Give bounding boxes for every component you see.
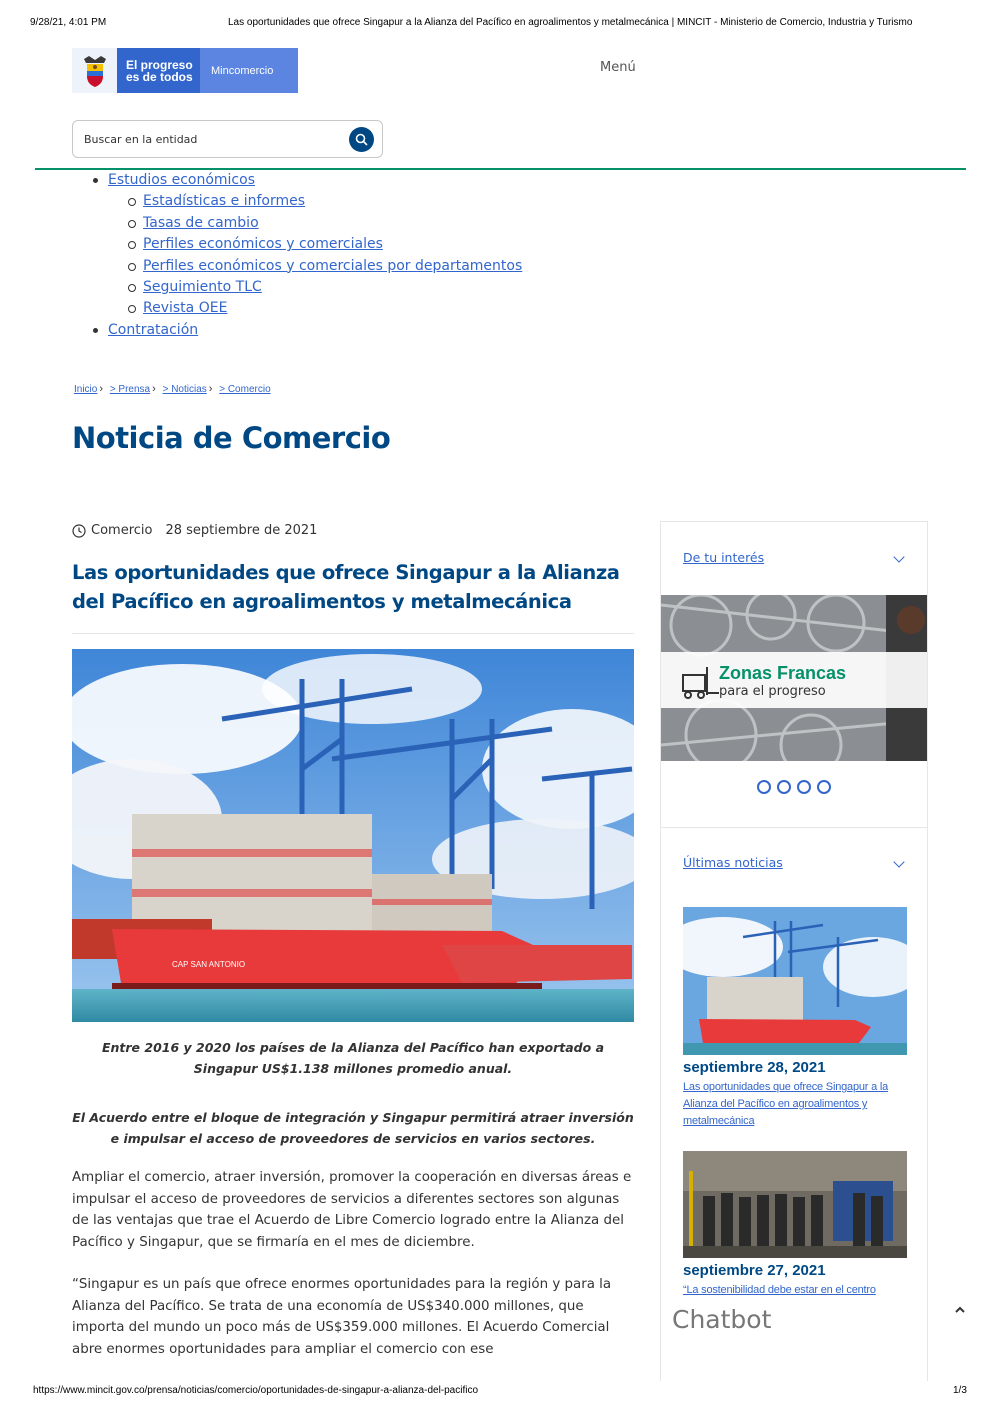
caption-export: Entre 2016 y 2020 los países de la Alianza del Pacífico han exportado a Singapur US$1.138 millones promedio anual. bbox=[101, 1040, 605, 1076]
menu-button[interactable]: Menú bbox=[600, 60, 636, 75]
news-link[interactable]: Las oportunidades que ofrece Singapur a la Alianza del Pacífico en agroalimentos y metalmecánica bbox=[683, 1081, 889, 1127]
sidebar-divider bbox=[661, 827, 927, 828]
interest-toggle[interactable]: De tu interés bbox=[683, 550, 765, 565]
zonas-francas-banner[interactable] bbox=[661, 595, 927, 761]
news-thumbnail[interactable] bbox=[683, 907, 907, 1055]
nav-subitem[interactable]: Seguimiento TLC bbox=[143, 277, 262, 298]
breadcrumb: Inicio › > Prensa › > Noticias › > Comercio bbox=[74, 383, 271, 395]
article-meta bbox=[72, 523, 317, 538]
news-thumbnail[interactable] bbox=[683, 1151, 907, 1258]
nav-subitem[interactable]: Perfiles económicos y comerciales bbox=[143, 234, 383, 255]
search-input[interactable] bbox=[84, 133, 344, 146]
ship-name: CAP SAN ANTONIO bbox=[172, 960, 246, 969]
latest-news-toggle[interactable]: Últimas noticias bbox=[683, 855, 783, 870]
nav-subitem[interactable]: Revista OEE bbox=[143, 298, 227, 319]
article-hero-image bbox=[72, 649, 634, 1022]
news-date: septiembre 27, 2021 bbox=[683, 1262, 826, 1279]
article-paragraph: “Singapur es un país que ofrece enormes oportunidades para la región y para la Alianza del Pacífico. Se trata de una economía de US$340.000 millones, que importa del mundo un poco más de US$359.000 millones. El Acuerdo Comercial abre enormes oportunidades para ampliar el comercio con ese bbox=[72, 1277, 612, 1357]
news-date: septiembre 28, 2021 bbox=[683, 1059, 826, 1076]
carousel-dot[interactable] bbox=[777, 780, 791, 794]
article-category: Comercio bbox=[91, 523, 153, 538]
nav-item-contratacion[interactable]: Contratación bbox=[108, 320, 198, 341]
nav-subitem[interactable]: Perfiles económicos y comerciales por departamentos bbox=[143, 256, 522, 277]
banner-title: Zonas Francas bbox=[719, 663, 847, 683]
coat-of-arms-icon bbox=[72, 48, 117, 93]
logo[interactable] bbox=[72, 48, 298, 93]
chatbot-button[interactable]: Chatbot bbox=[672, 1305, 772, 1334]
clock-icon bbox=[72, 524, 86, 538]
logo-tagline: El progreso es de todos bbox=[117, 48, 200, 93]
breadcrumb-prensa[interactable]: > Prensa bbox=[109, 384, 151, 395]
breadcrumb-comercio[interactable]: > Comercio bbox=[219, 384, 271, 395]
print-url: https://www.mincit.gov.co/prensa/noticias/comercio/oportunidades-de-singapur-a-alianza-del-pacifico bbox=[33, 1385, 479, 1396]
page-title: Noticia de Comercio bbox=[72, 421, 391, 455]
article-paragraph: Ampliar el comercio, atraer inversión, promover la cooperación en diversas áreas e impulsar el acceso de proveedores de servicios a diferentes sectores son algunas de las ventajas que trae el Acuerdo de Libre Comercio logrado entre la Alianza del Pacífico y Singapur, que se firmaría en el mes de diciembre. bbox=[72, 1170, 632, 1250]
carousel-dot[interactable] bbox=[757, 780, 771, 794]
chevron-down-icon[interactable] bbox=[893, 551, 904, 562]
print-title: Las oportunidades que ofrece Singapur a la Alianza del Pacífico en agroalimentos y metalmecánica | MINCIT - Ministerio de Comercio, Industria y Turismo bbox=[228, 17, 913, 28]
news-link[interactable]: “La sostenibilidad debe estar en el centro bbox=[683, 1284, 876, 1296]
sidebar bbox=[660, 521, 928, 1381]
carousel-dots bbox=[757, 780, 831, 794]
nav-item-estudios[interactable]: Estudios económicos bbox=[108, 170, 255, 191]
nav-subitem[interactable]: Tasas de cambio bbox=[143, 213, 259, 234]
search-button[interactable] bbox=[349, 127, 374, 152]
breadcrumb-home[interactable]: Inicio bbox=[74, 384, 98, 395]
article-title: Las oportunidades que ofrece Singapur a la Alianza del Pacífico en agroalimentos y metalmecánica bbox=[72, 561, 620, 613]
breadcrumb-noticias[interactable]: > Noticias bbox=[162, 384, 207, 395]
article-date: 28 septiembre de 2021 bbox=[165, 523, 318, 538]
chevron-down-icon[interactable] bbox=[893, 856, 904, 867]
print-date: 9/28/21, 4:01 PM bbox=[30, 17, 107, 28]
scroll-up-icon[interactable] bbox=[953, 1303, 967, 1317]
carousel-dot[interactable] bbox=[797, 780, 811, 794]
print-page-number: 1/3 bbox=[953, 1385, 967, 1396]
caption-agreement: El Acuerdo entre el bloque de integración y Singapur permitirá atraer inversión e impulsar el acceso de proveedores de servicios en varios sectores. bbox=[72, 1110, 634, 1146]
carousel-dot[interactable] bbox=[817, 780, 831, 794]
search-box bbox=[72, 120, 383, 158]
logo-ministry: Mincomercio bbox=[200, 48, 298, 93]
banner-subtitle: para el progreso bbox=[719, 684, 826, 699]
article-divider bbox=[72, 633, 634, 634]
nav-subitem[interactable]: Estadísticas e informes bbox=[143, 191, 305, 212]
search-icon bbox=[355, 133, 368, 146]
